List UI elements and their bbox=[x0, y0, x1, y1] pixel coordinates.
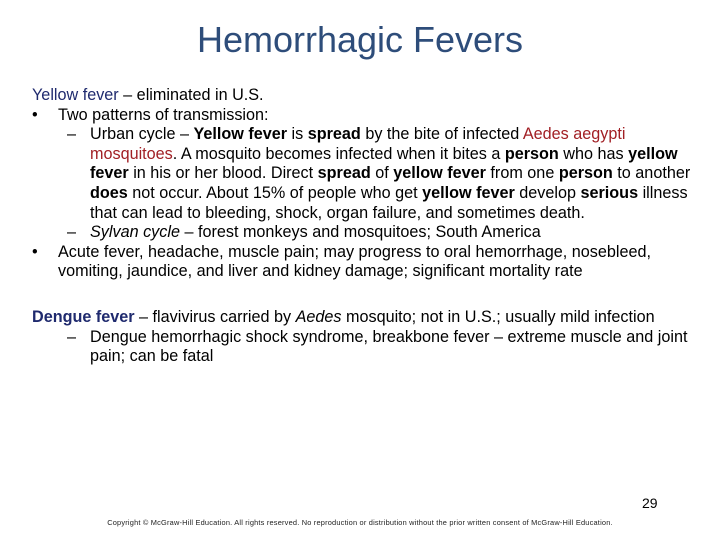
urban-keyword: spread bbox=[307, 125, 361, 144]
subbullet-dengue-hemorrhagic bbox=[32, 328, 702, 367]
urban-text: develop bbox=[514, 183, 581, 202]
urban-keyword: person bbox=[558, 164, 613, 183]
aedes-term: Aedes bbox=[295, 307, 342, 326]
dengue-fever-heading bbox=[32, 308, 702, 328]
bullet-marker: • bbox=[32, 105, 38, 124]
bullet-symptoms bbox=[32, 243, 702, 282]
slide-title: Hemorrhagic Fevers bbox=[196, 19, 524, 60]
sylvan-cycle-text: – forest monkeys and mosquitoes; South America bbox=[179, 223, 541, 242]
urban-text: . A mosquito becomes infected when it bites a bbox=[172, 144, 505, 163]
yellow-fever-heading bbox=[32, 86, 702, 106]
subbullet-urban-cycle bbox=[32, 125, 702, 223]
urban-text: is bbox=[287, 125, 308, 144]
dash-marker: – bbox=[67, 327, 77, 346]
urban-keyword: does bbox=[90, 183, 128, 202]
dash-marker: – bbox=[67, 223, 77, 242]
dengue-text: mosquito; not in U.S.; usually mild infection bbox=[341, 307, 655, 326]
spacer bbox=[32, 282, 702, 308]
urban-text: not occur. About 15% of people who get bbox=[127, 183, 423, 202]
urban-keyword: yellow fever bbox=[422, 183, 515, 202]
urban-keyword: spread bbox=[317, 164, 371, 183]
urban-text: illness that can lead to bleeding, shock, organ failure, and sometimes death. bbox=[90, 183, 688, 222]
copyright-footer: Copyright © McGraw-Hill Education. All rights reserved. No reproduction or distribution without the prior written consent of McGraw-Hill Education. bbox=[107, 518, 613, 527]
urban-text: from one bbox=[485, 164, 559, 183]
urban-text: by the bite of infected bbox=[360, 125, 523, 144]
urban-text: of bbox=[370, 164, 394, 183]
urban-keyword: serious bbox=[580, 183, 639, 202]
bullet-transmission bbox=[32, 106, 702, 126]
bullet-marker: • bbox=[32, 242, 38, 261]
aedes-aegypti-term: Aedes aegypti mosquitoes bbox=[90, 125, 626, 163]
subbullet-sylvan-cycle bbox=[32, 223, 702, 243]
dengue-text: – flavivirus carried by bbox=[134, 307, 296, 326]
urban-keyword: Yellow fever bbox=[193, 125, 288, 144]
urban-text: to another bbox=[612, 164, 691, 183]
slide-body bbox=[32, 86, 702, 367]
dengue-fever-term: Dengue fever bbox=[32, 307, 135, 326]
urban-keyword: yellow fever bbox=[393, 164, 486, 183]
urban-keyword: yellow fever bbox=[90, 144, 678, 183]
urban-text: Urban cycle – bbox=[90, 125, 194, 144]
urban-text: in his or her blood. Direct bbox=[128, 164, 318, 183]
bullet-symptoms-text: Acute fever, headache, muscle pain; may progress to oral hemorrhage, nosebleed, vomiting, jaundice, and liver and kidney damage; significant mortality rate bbox=[58, 242, 651, 281]
dengue-hemorrhagic-text: Dengue hemorrhagic shock syndrome, breakbone fever – extreme muscle and joint pain; can be fatal bbox=[90, 327, 688, 366]
urban-text: who has bbox=[558, 144, 629, 163]
page-number: 29 bbox=[642, 495, 658, 511]
dash-marker: – bbox=[67, 125, 77, 144]
urban-keyword: person bbox=[504, 144, 559, 163]
bullet-transmission-text: Two patterns of transmission: bbox=[58, 105, 269, 124]
yellow-fever-intro: – eliminated in U.S. bbox=[118, 86, 264, 104]
sylvan-cycle-term: Sylvan cycle bbox=[90, 223, 180, 242]
yellow-fever-term: Yellow fever bbox=[32, 86, 119, 104]
